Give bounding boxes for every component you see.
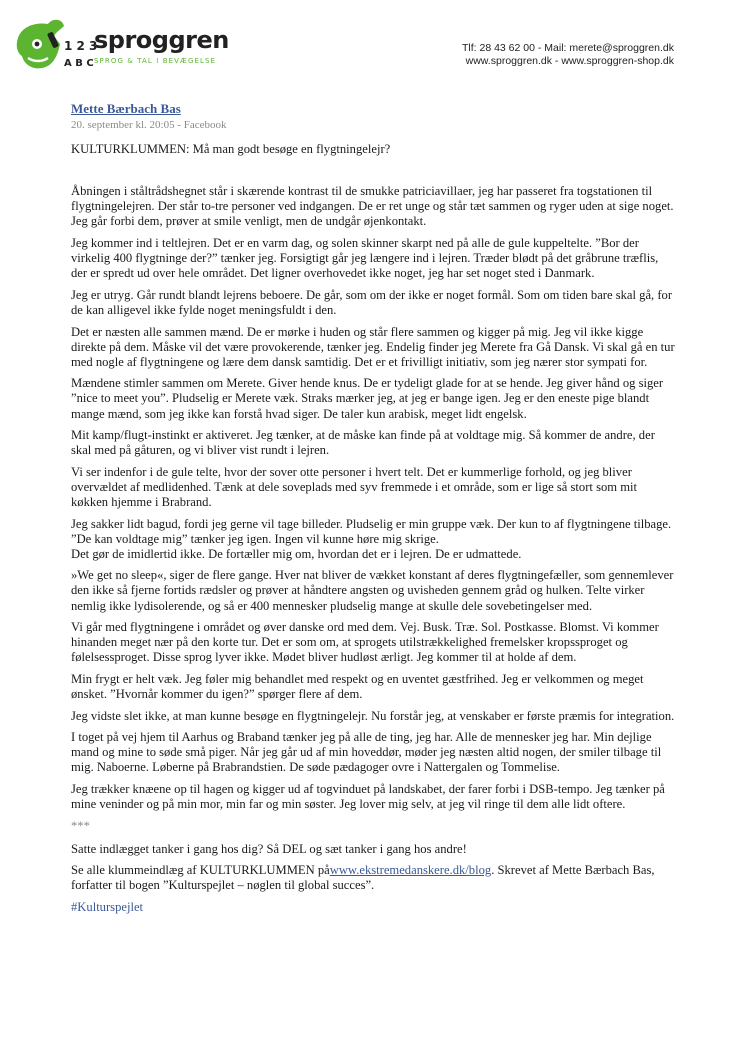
body-paragraph: Det er næsten alle sammen mænd. De er mørke i huden og står flere sammen og kigger på mig. Jeg vil ikke kigge direkte på dem. Måske vil det være provokerende, tænker jeg. Endelig finder jeg Merete fra Gå Dansk. Vi skal gå en tur med nogle af flygtningene og lære dem dansk samtidig. Det er et frivilligt initiativ, som jeg nærer stor sympati for. xyxy=(71,324,675,369)
contact-info xyxy=(462,42,674,68)
body-paragraph: Jeg vidste slet ikke, at man kunne besøge en flygtningelejr. Nu forstår jeg, at venskaber er første præmis for integration. xyxy=(71,708,675,723)
body-paragraph: Vi ser indenfor i de gule telte, hvor der sover otte personer i hvert telt. Det er kummerlige forhold, og jeg bliver overvældet af medlidenhed. Tænk at dele soveplads med syv fremmede i et område, som er lige så stort som mit køkken hjemme i Brabrand. xyxy=(71,464,637,509)
share-text: Satte indlægget tanker i gang hos dig? Så DEL og sæt tanker i gang hos andre! xyxy=(71,841,467,856)
body-paragraph: »We get no sleep«, siger de flere gange. Hver nat bliver de vækket konstant af deres flygtningefæller, som gennemlever den ikke så fjerne fortids rædsler og prøver at håndtere angsten og uvisheden gennem gråd og hulken. Telte virker nemlig ikke lydisolerende, og så er 400 mennesker pludselig mange at skulle dele sovebetingelser med. xyxy=(71,568,674,613)
body-paragraph: Min frygt er helt væk. Jeg føler mig behandlet med respekt og en uventet gæstfrihed. Jeg er velkommen og meget ønsket. ”Hvornår kommer du igen?” spørger flere af dem. xyxy=(71,671,644,701)
body-paragraph: Jeg trækker knæene op til hagen og kigger ud af togvinduet på landskabet, der farer forbi i DSB-tempo. Jeg tænker på mine veninder og på min mor, min far og min søster. Jeg lover mig selv, at jeg vil ringe til dem alle lidt oftere. xyxy=(71,781,665,812)
sproggren-logo xyxy=(14,14,234,74)
post-meta: 20. september kl. 20:05 - Facebook xyxy=(71,119,227,132)
body-paragraph: Mændene stimler sammen om Merete. Giver hende knus. De er tydeligt glade for at se hende. Jeg giver hånd og siger ”nice to meet you”. Pludselig er Merete væk. Straks mærker jeg, at jeg er bange igen. Jeg er den eneste pige blandt mange mænd, som jeg ikke kan forstå hvad siger. De taler kun arabisk, meget lidt engelsk. xyxy=(71,376,664,421)
body-paragraph: Jeg sakker lidt bagud, fordi jeg gerne vil tage billeder. Pludselig er min gruppe væk. Der kun to af flygtningene tilbage. ”De kan voldtage mig” tænker jeg igen. Ingen vil kunne høre mig skrige. Det gør de imidlertid ikke. De fortæller mig om, hvordan det er i lejren. De er udmattede. xyxy=(71,516,672,561)
body-paragraph: Åbningen i ståltrådshegnet står i skærende kontrast til de smukke patriciavillaer, jeg har passeret fra togstationen til flygtningelejren. Der står to-tre personer ved indgangen. De er ret unge og står tæt sammen og ryger uden at sige noget. Jeg går forbi dem, prøver at smile venligt, men de undgår øjenkontakt. xyxy=(71,184,674,229)
logo-tagline: SPROG & TAL I BEVÆGELSE xyxy=(94,57,217,65)
contact-line-websites: www.sproggren.dk - www.sproggren-shop.dk xyxy=(465,55,674,67)
contact-line-phone-mail: Tlf: 28 43 62 00 - Mail: merete@sproggren.dk xyxy=(461,42,674,54)
separator: *** xyxy=(71,818,90,833)
body-paragraph: I toget på vej hjem til Aarhus og Braband tænker jeg på alle de ting, jeg har. Alle de mennesker jeg har. Min dejlige mand og mine to søde små piger. Når jeg går ud af min hoveddør, møder jeg næsten altid nogen, der smiler tilbage til mig. Naboerne. Løberne på Brabrandstien. De søde pædagoger ovre i Nattergalen og Tommelise. xyxy=(71,730,662,775)
logo-brand-text: sproggren xyxy=(94,26,229,54)
body-paragraph: Jeg kommer ind i teltlejren. Det er en varm dag, og solen skinner skarpt ned på alle de gule kuppeltelte. ”Bor der virkelig 400 flygtninge der?” tænker jeg. Forsigtigt går jeg længere ind i lejren. Træder blødt på det gråbrune træflis, der er spredt ud over hele området. Det ligner overhovedet ikke noget, jeg har set noget sted i Danmark. xyxy=(71,236,659,281)
footer-text xyxy=(71,863,675,893)
footer-text-after: . Skrevet af Mette Bærbach Bas, forfatter til bogen ”Kulturspejlet – nøglen til global succes”. xyxy=(71,863,655,893)
body-paragraph: Vi går med flygtningene i området og øver danske ord med dem. Vej. Busk. Træ. Sol. Postkasse. Blomst. Vi kommer hinanden meget nær på den korte tur. Det er som om, at sprogets utilstrækkelighed fremelsker kropssproget og følelsessproget. Disse sprog lyver ikke. Mødet bliver hudløst ærligt. Jeg kommer til at holde af dem. xyxy=(71,620,659,665)
post-body xyxy=(71,184,675,812)
body-paragraph: Jeg er utryg. Går rundt blandt lejrens beboere. De går, som om der ikke er noget formål. Som om tiden bare skal gå, for de kan alligevel ikke fylde noget meningsfuldt i den. xyxy=(71,287,673,317)
hashtag-link[interactable]: #Kulturspejlet xyxy=(71,900,144,915)
footer-text-before: Se alle klummeindlæg af KULTURKLUMMEN på xyxy=(71,863,330,878)
logo-letters: A B C xyxy=(64,58,94,69)
post-headline: KULTURKLUMMEN: Må man godt besøge en flygtningelejr? xyxy=(71,142,391,157)
logo-figure-icon xyxy=(17,20,64,69)
author-link[interactable]: Mette Bærbach Bas xyxy=(71,101,181,116)
logo-digits: 1 2 3 xyxy=(64,39,98,53)
body-paragraph: Mit kamp/flugt-instinkt er aktiveret. Jeg tænker, at de måske kan finde på at voldtage mig. Så kommer de andre, der skal med på gåturen, og vi bliver vist rundt i lejren. xyxy=(71,428,655,458)
post-content xyxy=(71,101,675,915)
blog-link[interactable]: www.ekstremedanskere.dk/blog xyxy=(329,863,492,878)
